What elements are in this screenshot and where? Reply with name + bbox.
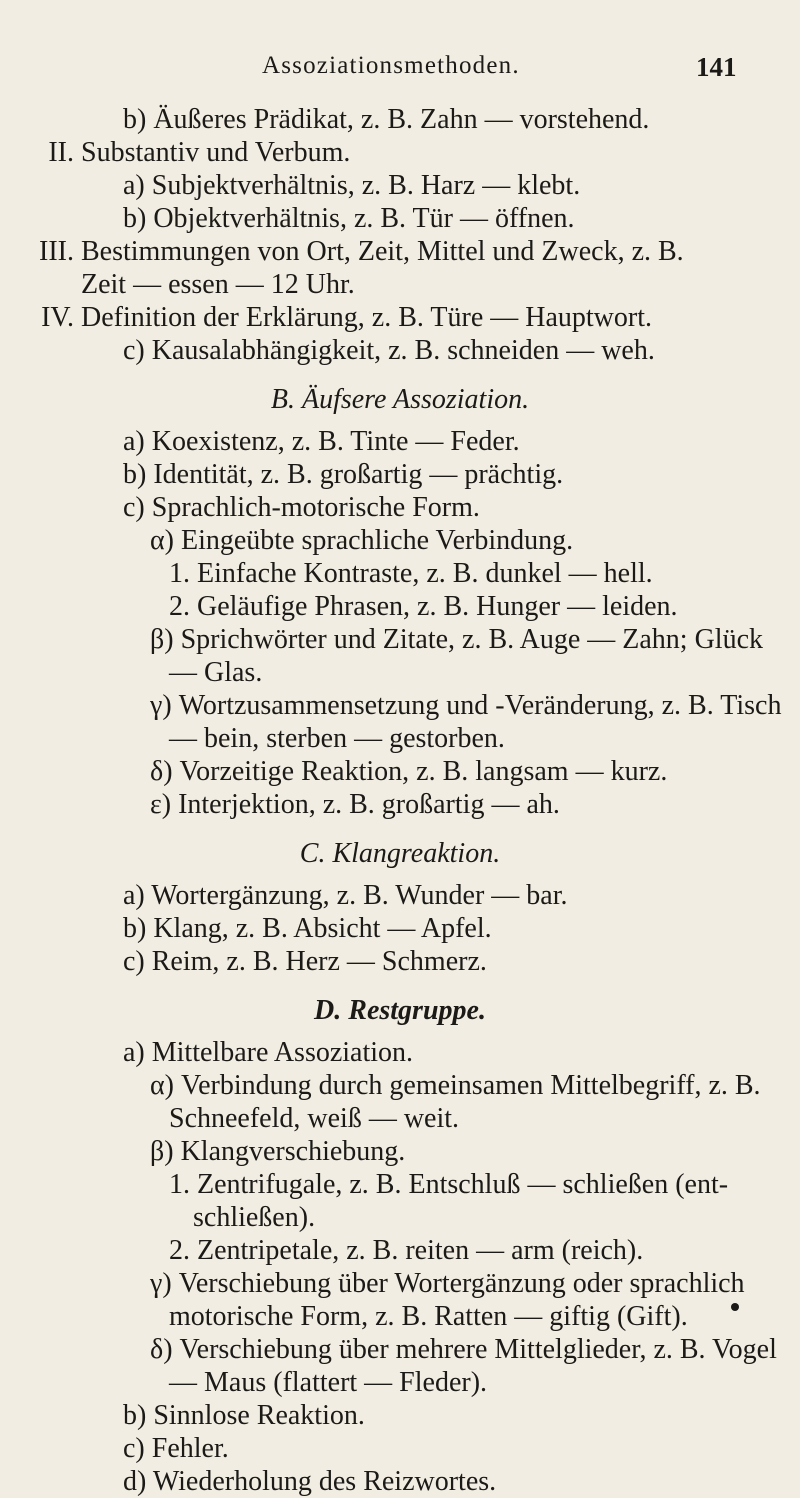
line-text: — bein, sterben — gestorben. [169, 723, 505, 754]
line-text: — Glas. [169, 657, 263, 688]
line-text: Bestimmungen von Ort, Zeit, Mittel und Zweck, z. B. [81, 236, 684, 267]
text-line [0, 945, 800, 978]
text-line [0, 1234, 800, 1267]
running-title: Assoziationsmethoden. [262, 52, 520, 79]
line-text: motorische Form, z. B. Ratten — giftig (Gift). [169, 1301, 688, 1332]
section-heading-d: D. Restgruppe. [314, 995, 486, 1026]
text-line [0, 623, 800, 656]
text-line [0, 912, 800, 945]
line-text: c) Reim, z. B. Herz — Schmerz. [123, 946, 487, 977]
text-line [0, 103, 800, 136]
text-line [0, 755, 800, 788]
text-line [0, 557, 800, 590]
line-text: a) Wortergänzung, z. B. Wunder — bar. [123, 880, 568, 911]
text-line [0, 334, 800, 367]
line-text: 2. Zentripetale, z. B. reiten — arm (reich). [169, 1235, 644, 1266]
text-line [0, 235, 800, 268]
section-a-list [0, 103, 800, 367]
text-line [0, 656, 800, 689]
line-text: Zeit — essen — 12 Uhr. [81, 269, 355, 300]
line-text: α) Eingeübte sprachliche Verbindung. [150, 525, 574, 556]
line-text: Definition der Erklärung, z. B. Türe — Hauptwort. [81, 302, 653, 333]
section-heading-b: B. Äufsere Assoziation. [270, 384, 530, 415]
text-line [0, 169, 800, 202]
line-text: δ) Verschiebung über mehrere Mittelglieder, z. B. Vogel [150, 1334, 777, 1365]
text-line [0, 879, 800, 912]
text-line [0, 1135, 800, 1168]
line-text: b) Äußeres Prädikat, z. B. Zahn — vorstehend. [123, 104, 650, 135]
line-text: — Maus (flattert — Fleder). [169, 1367, 488, 1398]
line-text: 1. Zentrifugale, z. B. Entschluß — schließen (ent- [169, 1169, 729, 1200]
line-text: c) Sprachlich-motorische Form. [123, 492, 480, 523]
line-text: c) Kausalabhängigkeit, z. B. schneiden — weh. [123, 335, 655, 366]
section-d-list [0, 1036, 800, 1498]
page-header [0, 48, 800, 88]
line-text: d) Wiederholung des Reizwortes. [123, 1466, 497, 1497]
text-line [0, 524, 800, 557]
line-text: 1. Einfache Kontraste, z. B. dunkel — hell. [169, 558, 653, 589]
text-line [0, 1399, 800, 1432]
line-text: ε) Interjektion, z. B. großartig — ah. [150, 789, 560, 820]
text-line [0, 689, 800, 722]
line-text: b) Objektverhältnis, z. B. Tür — öffnen. [123, 203, 575, 234]
line-text: a) Mittelbare Assoziation. [123, 1037, 414, 1068]
text-line [0, 1432, 800, 1465]
line-text: a) Koexistenz, z. B. Tinte — Feder. [123, 426, 520, 457]
page-body [0, 103, 800, 1498]
roman-numeral: IV. [41, 302, 74, 333]
text-line [0, 1333, 800, 1366]
line-text: b) Identität, z. B. großartig — prächtig. [123, 459, 564, 490]
line-text: Substantiv und Verbum. [81, 137, 351, 168]
text-line [0, 1465, 800, 1498]
page-number: 141 [696, 52, 737, 82]
text-line [0, 458, 800, 491]
text-line [0, 136, 800, 169]
line-text: Schneefeld, weiß — weit. [169, 1103, 460, 1134]
text-line [0, 788, 800, 821]
line-text: γ) Verschiebung über Wortergänzung oder sprachlich [150, 1268, 745, 1299]
line-text: b) Klang, z. B. Absicht — Apfel. [123, 913, 492, 944]
line-text: α) Verbindung durch gemeinsamen Mittelbegriff, z. B. [150, 1070, 761, 1101]
text-line [0, 202, 800, 235]
text-line [0, 1069, 800, 1102]
text-line [0, 1102, 800, 1135]
text-line [0, 425, 800, 458]
line-text: b) Sinnlose Reaktion. [123, 1400, 365, 1431]
text-line [0, 1036, 800, 1069]
text-line [0, 1201, 800, 1234]
line-text: β) Sprichwörter und Zitate, z. B. Auge — Zahn; Glück [150, 624, 763, 655]
text-line [0, 1366, 800, 1399]
text-line [0, 1168, 800, 1201]
line-text: 2. Geläufige Phrasen, z. B. Hunger — leiden. [169, 591, 678, 622]
text-line [0, 1267, 800, 1300]
text-line [0, 590, 800, 623]
line-text: schließen). [193, 1202, 316, 1233]
section-b-list [0, 425, 800, 821]
line-text: δ) Vorzeitige Reaktion, z. B. langsam — kurz. [150, 756, 668, 787]
line-text: γ) Wortzusammensetzung und -Veränderung, z. B. Tisch [150, 690, 782, 721]
section-heading-c: C. Klangreaktion. [299, 838, 501, 869]
text-line [0, 491, 800, 524]
text-line [0, 301, 800, 334]
line-text: c) Fehler. [123, 1433, 229, 1464]
text-line [0, 722, 800, 755]
roman-numeral: III. [39, 236, 74, 267]
text-line [0, 1300, 800, 1333]
margin-dot [731, 1303, 739, 1311]
line-text: a) Subjektverhältnis, z. B. Harz — klebt. [123, 170, 581, 201]
section-c-list [0, 879, 800, 978]
roman-numeral: II. [48, 137, 74, 168]
line-text: β) Klangverschiebung. [150, 1136, 406, 1167]
text-line [0, 268, 800, 301]
